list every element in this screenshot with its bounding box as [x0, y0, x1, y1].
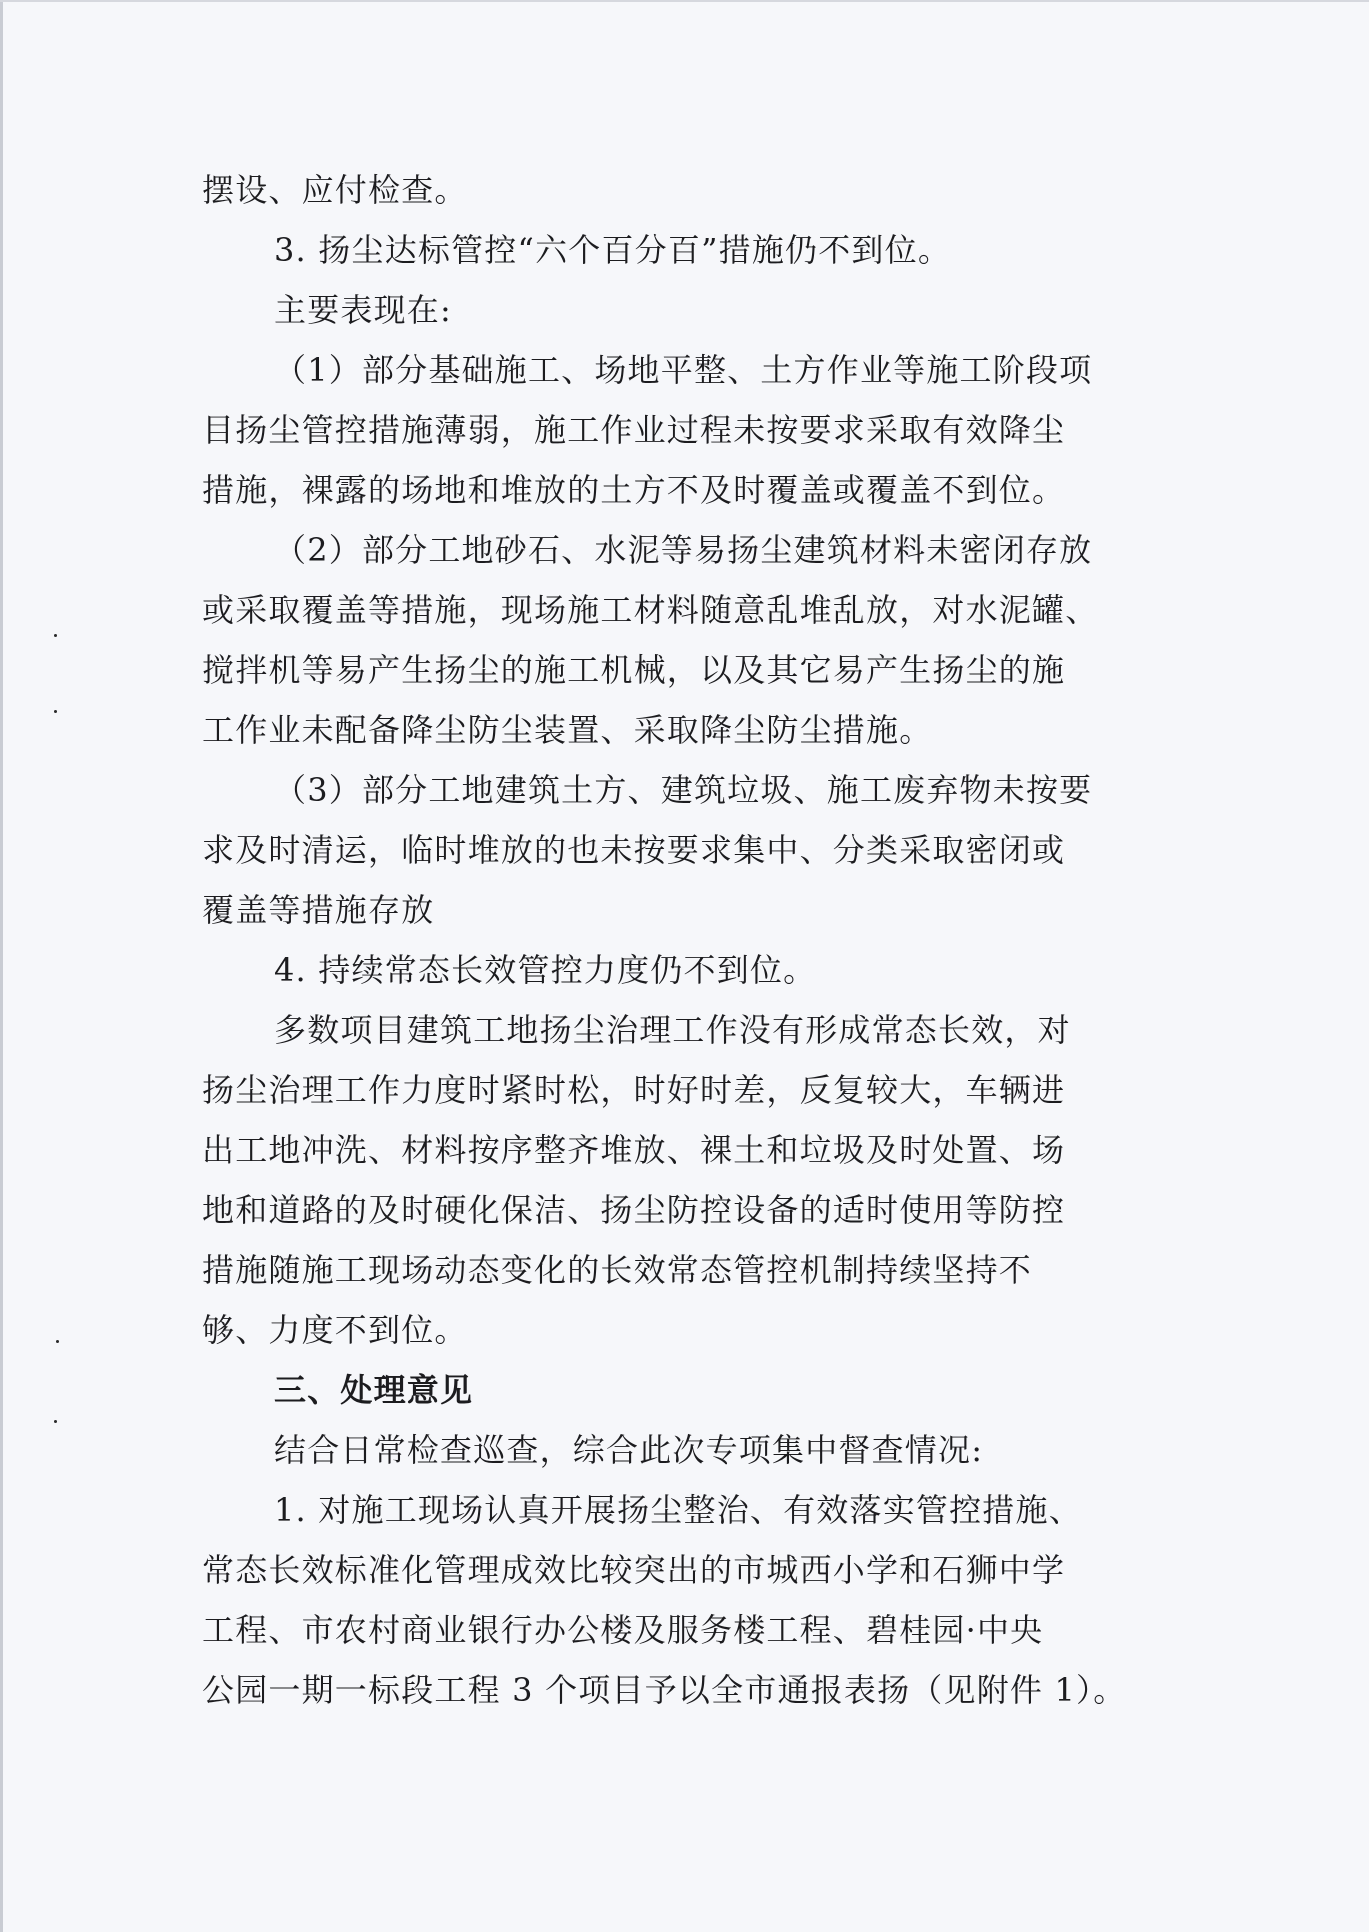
text-line: 出工地冲洗、材料按序整齐堆放、裸土和垃圾及时处置、场: [202, 1131, 1066, 1169]
text-line: 措施随施工现场动态变化的长效常态管控机制持续坚持不: [202, 1251, 1033, 1289]
text-line: （2）部分工地砂石、水泥等易扬尘建筑材料未密闭存放: [274, 531, 1093, 569]
text-line: 多数项目建筑工地扬尘治理工作没有形成常态长效，对: [274, 1011, 1071, 1049]
text-line: 扬尘治理工作力度时紧时松，时好时差，反复较大，车辆进: [202, 1071, 1066, 1109]
scan-speck: [56, 1340, 59, 1343]
body-text: [202, 160, 1167, 1720]
text-line: 工程、市农村商业银行办公楼及服务楼工程、碧桂园·中央: [202, 1611, 1044, 1649]
text-line: 措施，裸露的场地和堆放的土方不及时覆盖或覆盖不到位。: [202, 471, 1066, 509]
text-line: 目扬尘管控措施薄弱，施工作业过程未按要求采取有效降尘: [202, 411, 1066, 449]
text-line: 或采取覆盖等措施，现场施工材料随意乱堆乱放，对水泥罐、: [202, 591, 1099, 629]
scan-edge-top: [0, 0, 1369, 2]
text-line: 搅拌机等易产生扬尘的施工机械，以及其它易产生扬尘的施: [202, 651, 1066, 689]
text-line: 地和道路的及时硬化保洁、扬尘防控设备的适时使用等防控: [202, 1191, 1066, 1229]
text-line: 4. 持续常态长效管控力度仍不到位。: [274, 951, 817, 989]
text-line: 覆盖等措施存放: [202, 891, 435, 929]
text-line: 3. 扬尘达标管控“六个百分百”措施仍不到位。: [274, 231, 952, 269]
text-line: 求及时清运，临时堆放的也未按要求集中、分类采取密闭或: [202, 831, 1066, 869]
text-line: 够、力度不到位。: [202, 1311, 468, 1349]
text-line: 常态长效标准化管理成效比较突出的市城西小学和石狮中学: [202, 1551, 1066, 1589]
scan-speck: [54, 710, 57, 713]
section-heading: 三、处理意见: [274, 1371, 474, 1409]
text-line: 工作业未配备降尘防尘装置、采取降尘防尘措施。: [202, 711, 933, 749]
text-line: 公园一期一标段工程 3 个项目予以全市通报表扬（见附件 1）。: [202, 1671, 1127, 1709]
scan-edge-left: [0, 0, 3, 1932]
text-line: （1）部分基础施工、场地平整、土方作业等施工阶段项: [274, 351, 1093, 389]
scan-speck: [54, 634, 57, 637]
text-line: 1. 对施工现场认真开展扬尘整治、有效落实管控措施、: [274, 1491, 1082, 1529]
text-line: 主要表现在:: [274, 291, 452, 329]
scan-speck: [54, 1420, 57, 1423]
text-line: 结合日常检查巡查，综合此次专项集中督查情况:: [274, 1431, 984, 1469]
text-line: （3）部分工地建筑土方、建筑垃圾、施工废弃物未按要: [274, 771, 1093, 809]
text-line: 摆设、应付检查。: [202, 171, 468, 209]
